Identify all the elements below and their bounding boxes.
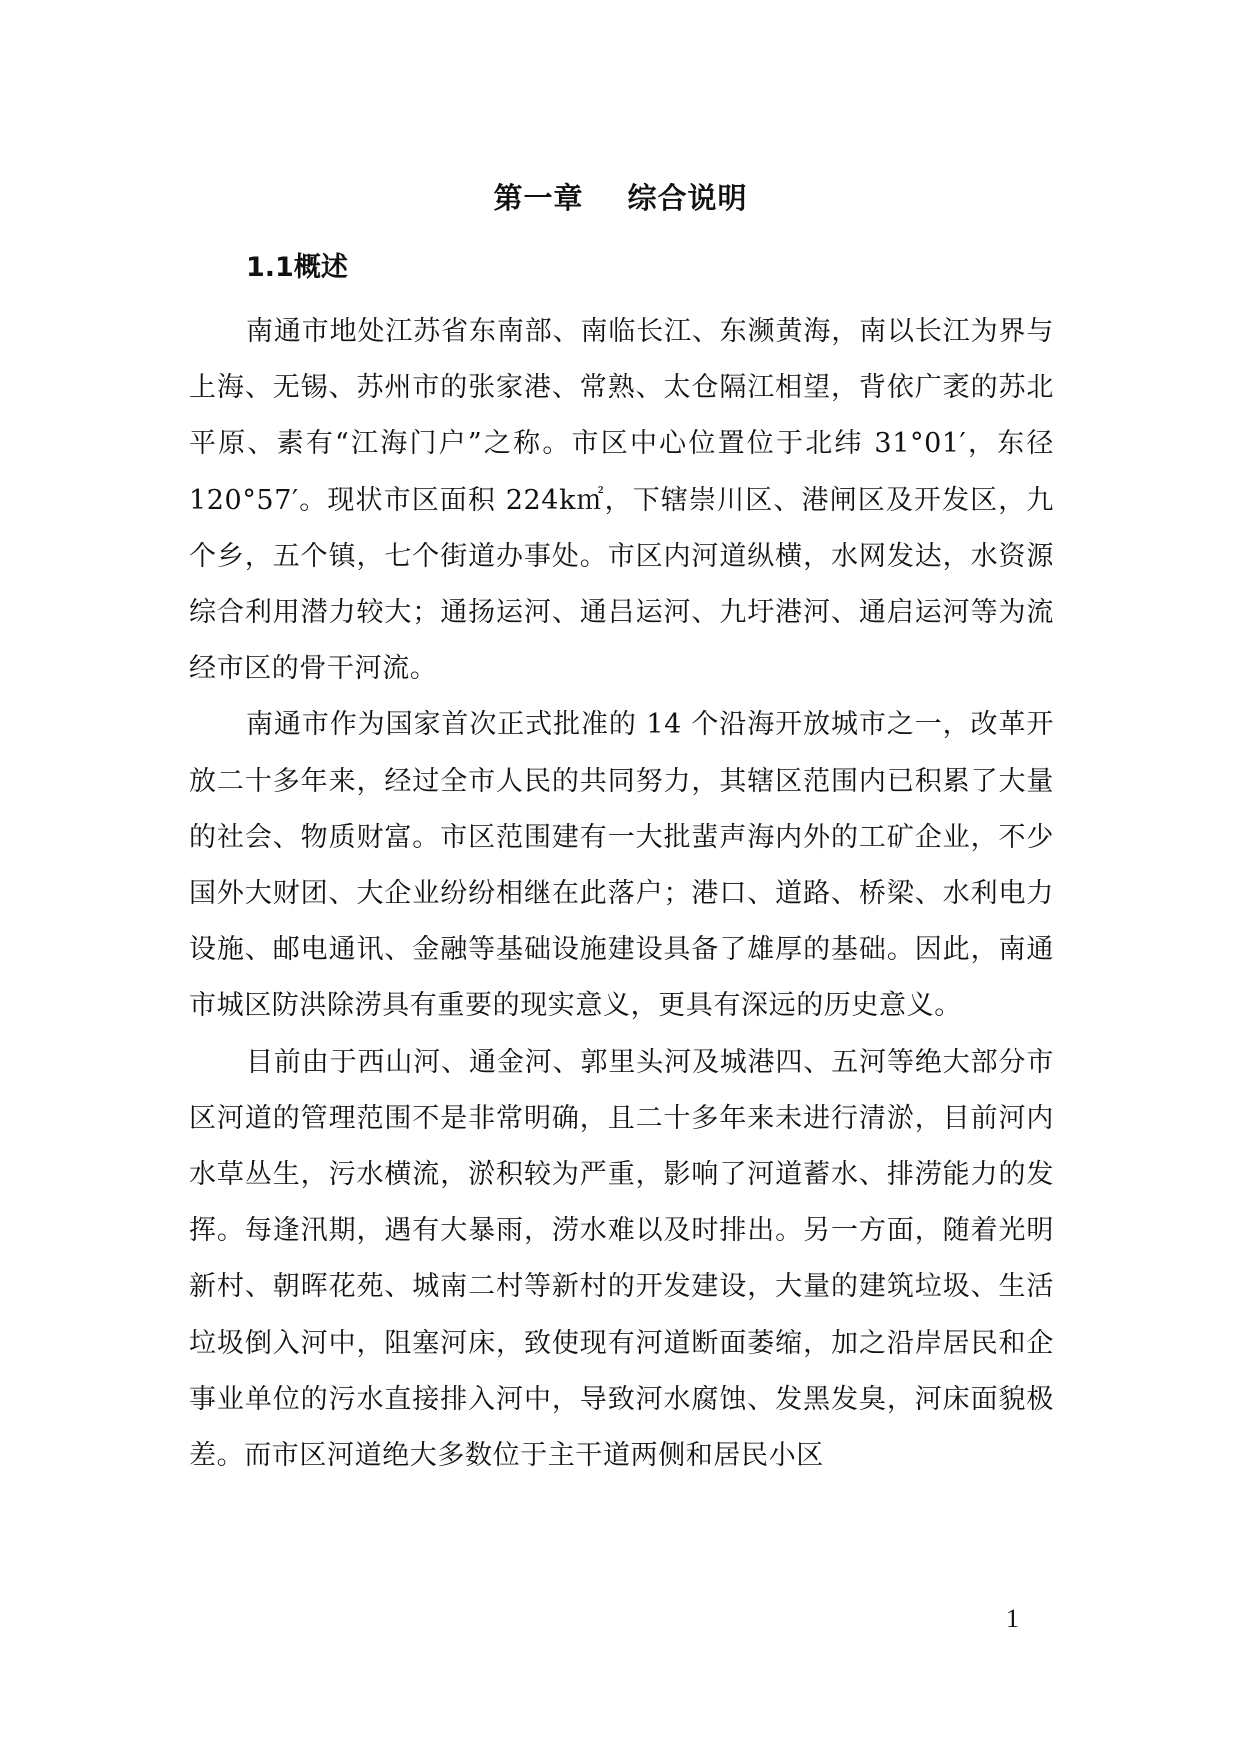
chapter-title [0, 176, 1241, 220]
paragraph-overview-development: 南通市作为国家首次正式批准的 14 个沿海开放城市之一，改革开放二十多年来，经过全市人民的共同努力，其辖区范围内已积累了大量的社会、物质财富。市区范围建有一大批蜚声海内外的工矿企业，不少国外大财团、大企业纷纷相继在此落户；港口、道路、桥梁、水利电力设施、邮电通讯、金融等基础设施建设具备了雄厚的基础。因此，南通市城区防洪除涝具有重要的现实意义，更具有深远的历史意义。 [189, 709, 1054, 1022]
paragraph-overview-location: 南通市地处江苏省东南部、南临长江、东濒黄海，南以长江为界与上海、无锡、苏州市的张家港、常熟、太仓隔江相望，背依广袤的苏北平原、素有“江海门户”之称。市区中心位置位于北纬 31°01′，东径 120°57′。现状市区面积 224k㎡，下辖崇川区、港闸区及开发区，九个乡，五个镇，七个街道办事处。市区内河道纵横，水网发达，水资源综合利用潜力较大；通扬运河、通吕运河、九圩港河、通启运河等为流经市区的骨干河流。 [189, 316, 1054, 685]
section-title: 1.1概述 [246, 252, 348, 283]
page-number: 1 [1006, 1604, 1019, 1633]
paragraph-overview-river-issues: 目前由于西山河、通金河、郭里头河及城港四、五河等绝大部分市区河道的管理范围不是非常明确，且二十多年来未进行清淤，目前河内水草丛生，污水横流，淤积较为严重，影响了河道蓄水、排涝能力的发挥。每逢汛期，遇有大暴雨，涝水难以及时排出。另一方面，随着光明新村、朝晖花苑、城南二村等新村的开发建设，大量的建筑垃圾、生活垃圾倒入河中，阻塞河床，致使现有河道断面萎缩，加之沿岸居民和企事业单位的污水直接排入河中，导致河水腐蚀、发黑发臭，河床面貌极差。而市区河道绝大多数位于主干道两侧和居民小区 [189, 1046, 1054, 1472]
chapter-name: 综合说明 [627, 181, 748, 215]
chapter-number: 第一章 [493, 181, 584, 215]
body-text [189, 304, 1054, 1484]
